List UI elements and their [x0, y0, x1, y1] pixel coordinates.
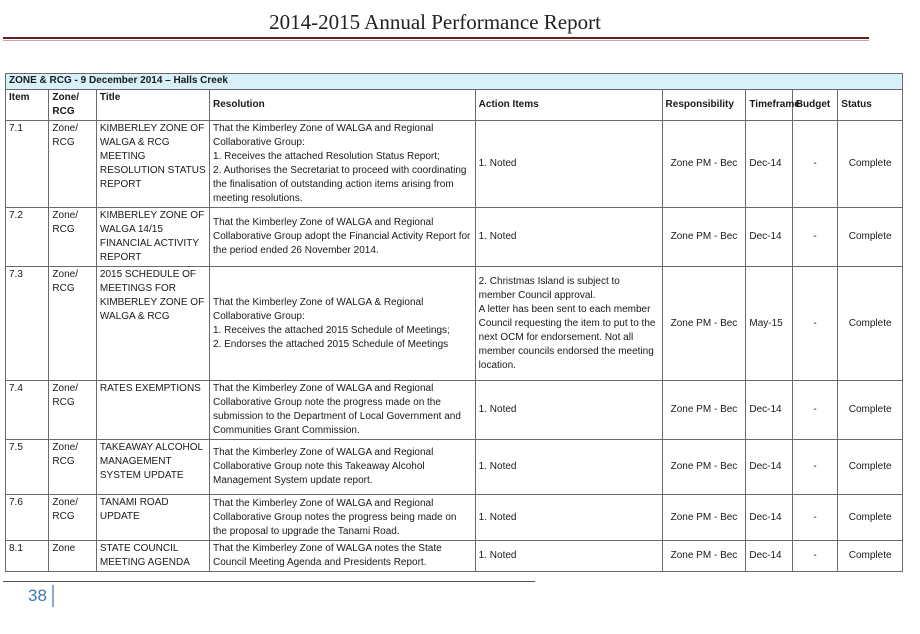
action-line: A letter has been sent to each member Council requesting the item to put to the next OCM for endorsement. Not all member councils endorsed the meeting location.	[478, 303, 656, 371]
resolution-line: That the Kimberley Zone of WALGA and Regional Collaborative Group note the progress made on the submission to the Department of Local Government and Communities Grant Commission.	[213, 383, 461, 436]
zone-cell: Zone/ RCG	[49, 495, 96, 541]
timeframe-cell: May-15	[746, 267, 792, 381]
header-timeframe: Timeframe	[746, 90, 792, 121]
action-cell	[475, 381, 662, 440]
action-cell	[475, 208, 662, 267]
page-number-bar	[52, 585, 54, 607]
report-title: 2014-2015 Annual Performance Report	[269, 10, 601, 34]
resolution-line: 2. Authorises the Secretariat to proceed with coordinating the finalisation of outstanding action items arising from meeting resolutions.	[213, 165, 467, 204]
resolution-line: That the Kimberley Zone of WALGA and Regional Collaborative Group adopt the Financial Activity Report for the period ended 26 November 2014.	[213, 217, 471, 256]
resolution-line: 1. Receives the attached Resolution Status Report;	[213, 151, 440, 162]
title-cell: KIMBERLEY ZONE OF WALGA 14/15 FINANCIAL ACTIVITY REPORT	[96, 208, 209, 267]
resolution-line: That the Kimberley Zone of WALGA and Regional Collaborative Group:	[213, 123, 434, 148]
resolution-line: 2. Endorses the attached 2015 Schedule of Meetings	[213, 338, 449, 350]
timeframe-cell: Dec-14	[746, 381, 792, 440]
budget-cell: -	[792, 267, 837, 381]
header-item: Item	[6, 90, 49, 121]
title-cell: TAKEAWAY ALCOHOL MANAGEMENT SYSTEM UPDATE	[96, 440, 209, 495]
action-line: 1. Noted	[478, 404, 517, 415]
header-zone: Zone/ RCG	[49, 90, 96, 121]
item-cell: 7.3	[6, 267, 49, 381]
resolution-line: That the Kimberley Zone of WALGA & Regional Collaborative Group:	[213, 296, 424, 322]
table-row	[6, 267, 903, 381]
action-line: 1. Noted	[478, 461, 517, 472]
action-cell	[475, 541, 662, 572]
title-cell: STATE COUNCIL MEETING AGENDA	[96, 541, 209, 572]
action-cell	[475, 121, 662, 208]
section-title: ZONE & RCG - 9 December 2014 – Halls Creek	[6, 74, 903, 90]
action-cell	[475, 440, 662, 495]
table-row	[6, 381, 903, 440]
title-divider-light	[3, 40, 869, 41]
action-line: 1. Noted	[478, 231, 517, 242]
footer-divider	[3, 581, 535, 582]
action-line: 1. Noted	[478, 158, 517, 169]
status-cell: Complete	[838, 381, 903, 440]
resolution-line: That the Kimberley Zone of WALGA and Regional Collaborative Group notes the progress being made on the proposal to upgrade the Tanami Road.	[213, 497, 457, 537]
zone-cell: Zone	[49, 541, 96, 572]
responsibility-cell: Zone PM - Bec	[662, 121, 746, 208]
item-cell: 8.1	[6, 541, 49, 572]
budget-cell: -	[792, 121, 837, 208]
header-action-items: Action Items	[475, 90, 662, 121]
responsibility-cell: Zone PM - Bec	[662, 495, 746, 541]
responsibility-cell: Zone PM - Bec	[662, 440, 746, 495]
zone-cell: Zone/ RCG	[49, 440, 96, 495]
table-row	[6, 440, 903, 495]
action-line: 2. Christmas Island is subject to member Council approval.	[478, 275, 620, 301]
resolution-cell	[210, 495, 476, 541]
budget-cell: -	[792, 541, 837, 572]
table-row	[6, 541, 903, 572]
item-cell: 7.2	[6, 208, 49, 267]
responsibility-cell: Zone PM - Bec	[662, 208, 746, 267]
responsibility-cell: Zone PM - Bec	[662, 381, 746, 440]
title-divider	[3, 37, 869, 39]
header-budget: Budget	[792, 90, 837, 121]
status-cell: Complete	[838, 541, 903, 572]
responsibility-cell: Zone PM - Bec	[662, 541, 746, 572]
item-cell: 7.4	[6, 381, 49, 440]
title-cell: TANAMI ROAD UPDATE	[96, 495, 209, 541]
budget-cell: -	[792, 495, 837, 541]
title-cell: 2015 SCHEDULE OF MEETINGS FOR KIMBERLEY ZONE OF WALGA & RCG	[96, 267, 209, 381]
performance-table	[5, 73, 903, 572]
resolution-line: That the Kimberley Zone of WALGA and Regional Collaborative Group note this Takeaway Alcohol Management System update report.	[213, 447, 434, 486]
budget-cell: -	[792, 208, 837, 267]
resolution-cell	[210, 121, 476, 208]
status-cell: Complete	[838, 121, 903, 208]
status-cell: Complete	[838, 208, 903, 267]
header-title: Title	[96, 90, 209, 121]
action-line: 1. Noted	[478, 511, 517, 523]
resolution-cell	[210, 440, 476, 495]
action-cell	[475, 495, 662, 541]
title-cell: KIMBERLEY ZONE OF WALGA & RCG MEETING RESOLUTION STATUS REPORT	[96, 121, 209, 208]
table-row	[6, 121, 903, 208]
status-cell: Complete	[838, 440, 903, 495]
resolution-cell	[210, 381, 476, 440]
timeframe-cell: Dec-14	[746, 541, 792, 572]
header-resolution: Resolution	[210, 90, 476, 121]
zone-cell: Zone/ RCG	[49, 381, 96, 440]
action-line: 1. Noted	[478, 550, 517, 561]
zone-cell: Zone/ RCG	[49, 208, 96, 267]
header-responsibility: Responsibility	[662, 90, 746, 121]
item-cell: 7.6	[6, 495, 49, 541]
page-number: 38	[28, 586, 47, 605]
timeframe-cell: Dec-14	[746, 208, 792, 267]
timeframe-cell: Dec-14	[746, 495, 792, 541]
zone-cell: Zone/ RCG	[49, 121, 96, 208]
title-cell: RATES EXEMPTIONS	[96, 381, 209, 440]
timeframe-cell: Dec-14	[746, 440, 792, 495]
item-cell: 7.1	[6, 121, 49, 208]
header-status: Status	[838, 90, 903, 121]
resolution-line: 1. Receives the attached 2015 Schedule of Meetings;	[213, 324, 450, 336]
table-row	[6, 208, 903, 267]
budget-cell: -	[792, 440, 837, 495]
resolution-cell	[210, 541, 476, 572]
zone-cell: Zone/ RCG	[49, 267, 96, 381]
item-cell: 7.5	[6, 440, 49, 495]
action-cell	[475, 267, 662, 381]
table-row	[6, 495, 903, 541]
budget-cell: -	[792, 381, 837, 440]
timeframe-cell: Dec-14	[746, 121, 792, 208]
resolution-line: That the Kimberley Zone of WALGA notes the State Council Meeting Agenda and Presidents Report.	[213, 543, 442, 568]
resolution-cell	[210, 208, 476, 267]
header-row	[6, 90, 903, 121]
status-cell: Complete	[838, 267, 903, 381]
resolution-cell	[210, 267, 476, 381]
responsibility-cell: Zone PM - Bec	[662, 267, 746, 381]
status-cell: Complete	[838, 495, 903, 541]
